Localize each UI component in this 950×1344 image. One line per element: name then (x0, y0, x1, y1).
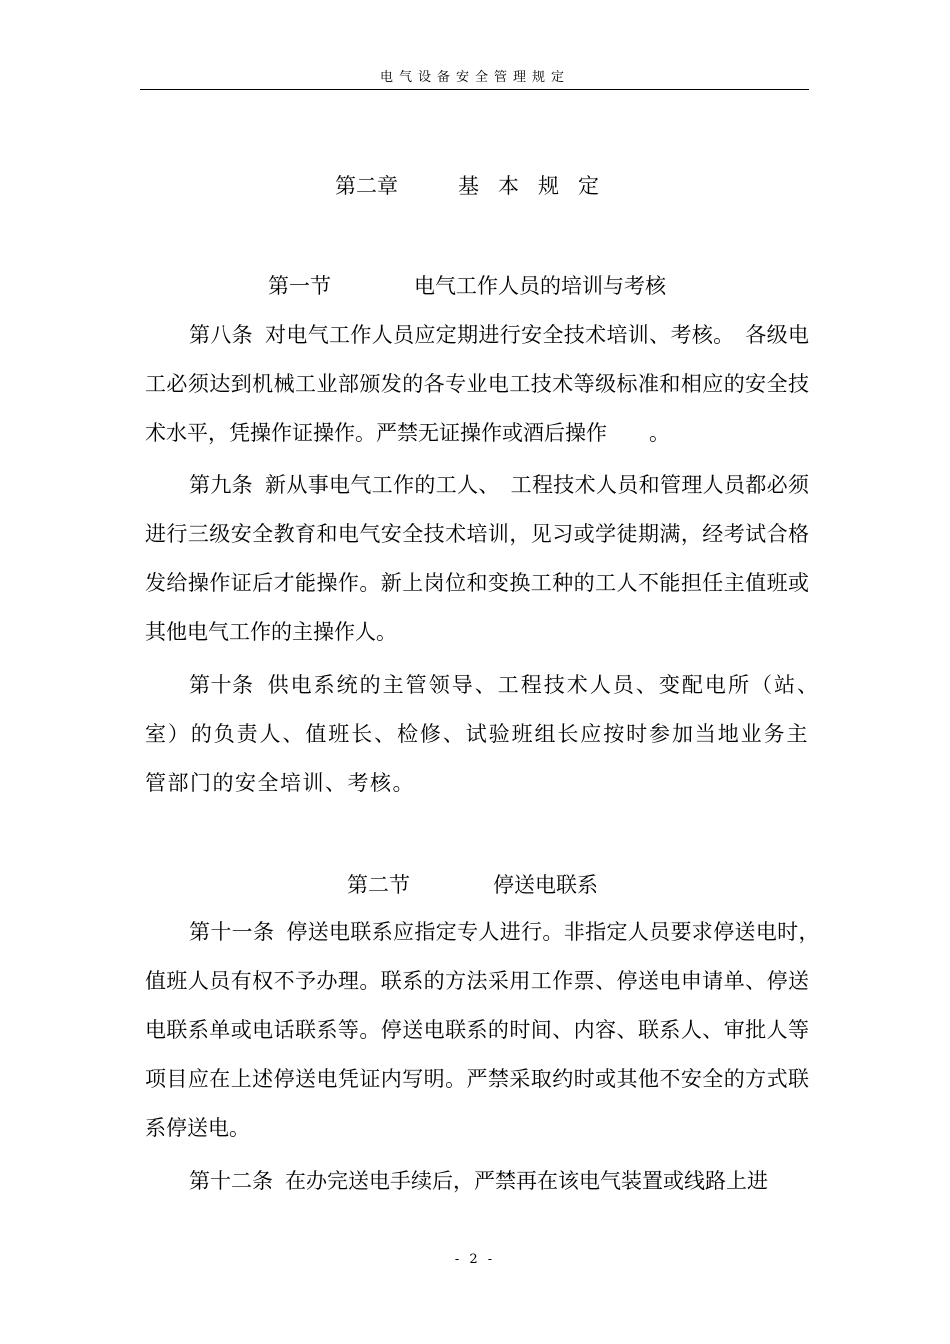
article-label: 第九条 (189, 473, 254, 497)
chapter-title: 基本规定 (458, 174, 618, 198)
article-label: 第八条 (189, 323, 254, 347)
running-header: 电气设备安全管理规定 (379, 70, 570, 85)
article-label: 第十二条 (189, 1169, 273, 1193)
article-12 (145, 1157, 809, 1206)
article-text: 对电气工作人员应定期进行安全技术培训、考核。 各级电工必须达到机械工业部颁发的各专业电工技术等级标准和相应的安全技术水平，凭操作证操作。严禁无证操作或酒后操作 。 (145, 323, 810, 445)
chapter-number: 第二章 (335, 174, 398, 198)
article-8 (145, 311, 809, 458)
section-number: 第一节 (268, 274, 331, 298)
article-10 (145, 661, 832, 808)
article-text: 在办完送电手续后，严禁再在该电气装置或线路上进 (285, 1169, 768, 1193)
article-label: 第十一条 (189, 920, 275, 944)
page-number: - 2 - (454, 1252, 496, 1267)
section-title: 停送电联系 (493, 873, 598, 897)
article-label: 第十条 (189, 673, 254, 697)
section-number: 第二节 (347, 873, 410, 897)
header-rule (140, 89, 809, 90)
article-text: 供电系统的主管领导、工程技术人员、变配电所（站、 室）的负责人、值班长、检修、试验班组长应按时参加当地业务主管部门的安全培训、考核。 (145, 673, 832, 795)
article-9 (145, 461, 809, 657)
article-11 (145, 908, 830, 1153)
article-text: 停送电联系应指定专人进行。非指定人员要求停送电时， 值班人员有权不予办理。联系的方法采用工作票、停送电申请单、停送电联系单或电话联系等。停送电联系的时间、内容、联系人、审批人等项目应在上述停送电凭证内写明。严禁采取约时或其他不安全的方式联系停送电。 (145, 920, 830, 1140)
article-text: 新从事电气工作的工人、 工程技术人员和管理人员都必须进行三级安全教育和电气安全技术培训，见习或学徒期满，经考试合格发给操作证后才能操作。新上岗位和变换工种的工人不能担任主值班或其他电气工作的主操作人。 (145, 473, 810, 644)
section-title: 电气工作人员的培训与考核 (414, 274, 666, 298)
